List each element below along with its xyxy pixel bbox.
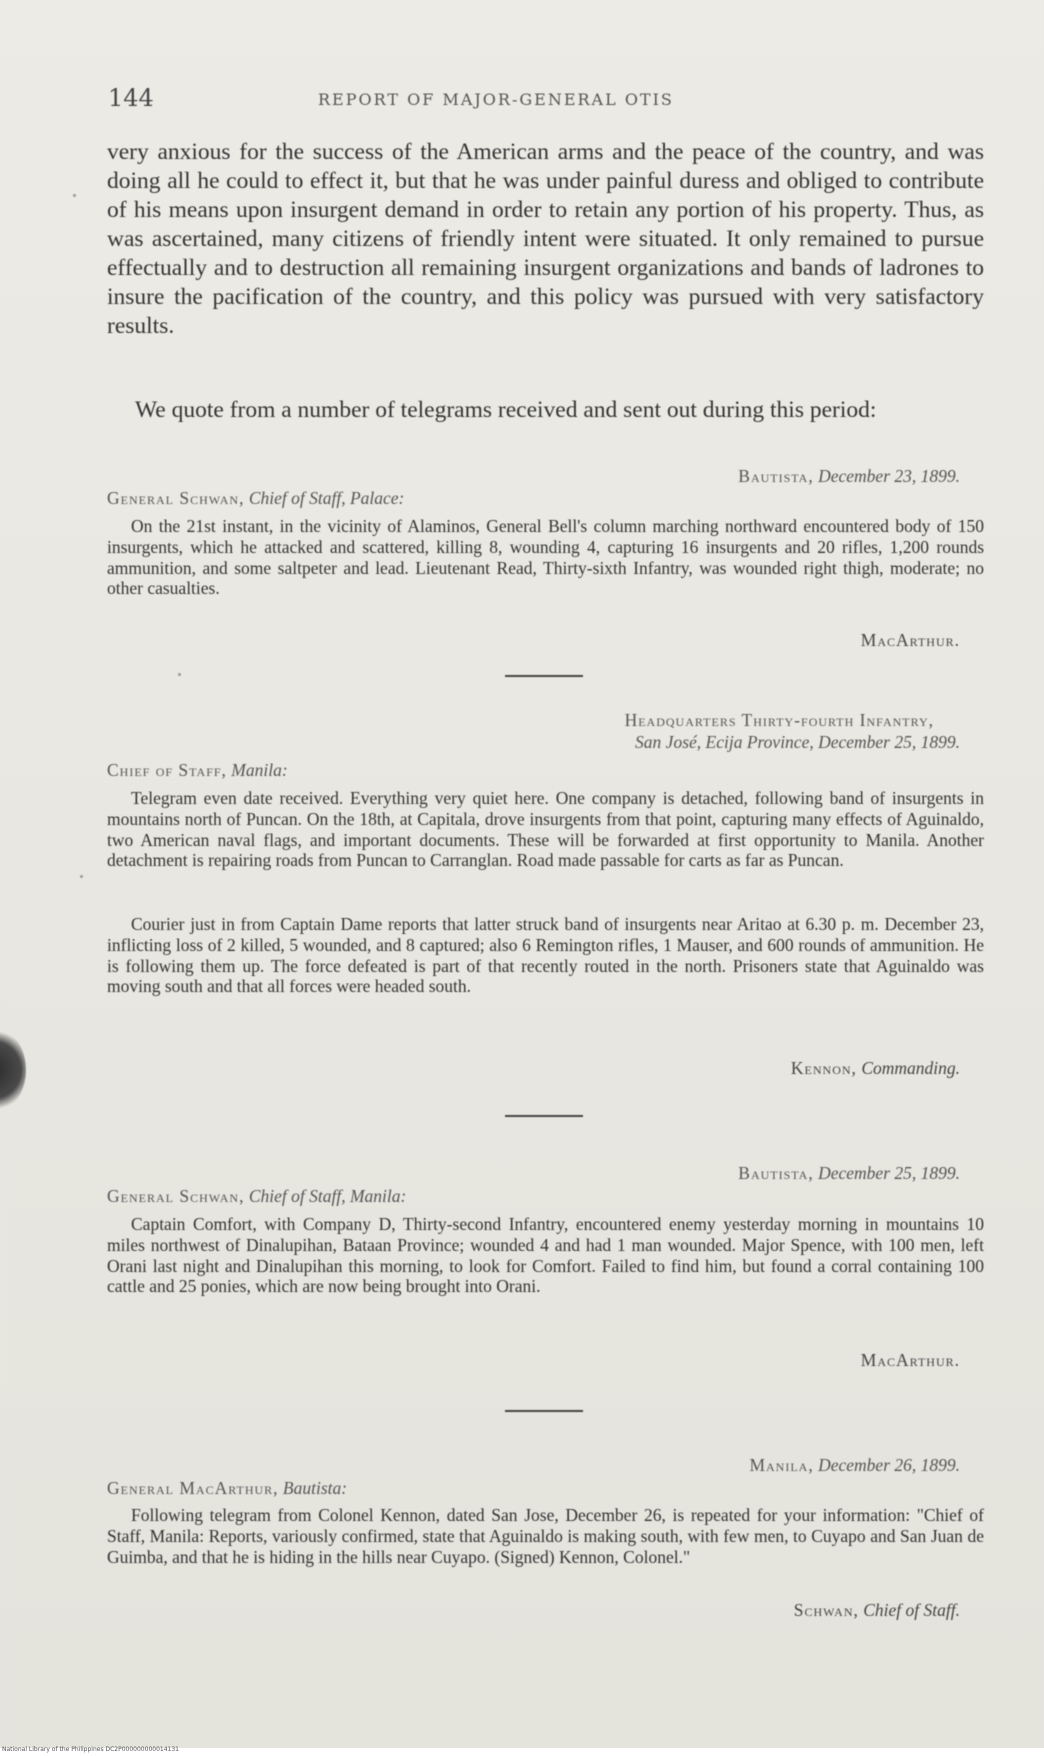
scan-credit: National Library of the Philippines DC2P000000000014131 — [2, 1746, 179, 1753]
telegram-2-addressee: Chief of Staff, Manila: — [107, 760, 288, 780]
telegram-1-signature: MacArthur. — [860, 630, 960, 650]
section-divider — [505, 675, 583, 677]
body-paragraph-2: We quote from a number of telegrams received and sent out during this period: — [135, 397, 877, 423]
telegram-1-addressee: General Schwan, Chief of Staff, Palace: — [107, 488, 405, 508]
telegram-1-body: On the 21st instant, in the vicinity of Alaminos, General Bell's column marching northward encountered body of 150 insurgents, which he attacked and scattered, killing 8, wounding 4, capturing 16 insurgents and 20 rifles, 1,200 rounds ammunition, and some saltpeter and lead. Lieutenant Read, Thirty-sixth Infantry, was wounded right thigh, moderate; no other casualties. — [107, 516, 984, 599]
running-title: REPORT OF MAJOR-GENERAL OTIS — [318, 90, 674, 109]
telegram-2-dateline-line1: Headquarters Thirty-fourth Infantry, — [624, 710, 934, 730]
telegram-2-body-1: Telegram even date received. Everything very quiet here. One company is detached, following band of insurgents in mountains north of Puncan. On the 18th, at Capitala, drove insurgents from that point, capturing many effects of Aguinaldo, two American naval flags, and important documents. These will be forwarded at first opportunity to Manila. Another detachment is repairing roads from Puncan to Carranglan. Road made passable for carts as far as Puncan. — [107, 788, 984, 871]
telegram-2-body-2: Courier just in from Captain Dame reports that latter struck band of insurgents near Aritao at 6.30 p. m. December 23, inflicting loss of 2 killed, 5 wounded, and 8 captured; also 6 Remington rifles, 1 Mauser, and 600 rounds of ammunition. He is following them up. The force defeated is part of that recently routed in the north. Prisoners state that Aguinaldo was moving south and that all forces were headed south. — [107, 914, 984, 997]
telegram-2-signature: Kennon, Commanding. — [790, 1058, 960, 1078]
telegram-4-addressee: General MacArthur, Bautista: — [107, 1478, 348, 1498]
scan-speck — [73, 194, 76, 197]
scan-speck — [178, 673, 181, 676]
page-number: 144 — [108, 84, 154, 112]
telegram-4-dateline: Manila, December 26, 1899. — [749, 1455, 960, 1475]
telegram-4-signature: Schwan, Chief of Staff. — [793, 1600, 960, 1620]
scan-blot — [0, 1030, 26, 1110]
section-divider — [505, 1410, 583, 1412]
telegram-3-dateline: Bautista, December 25, 1899. — [738, 1163, 960, 1183]
telegram-4-body: Following telegram from Colonel Kennon, dated San Jose, December 26, is repeated for your information: "Chief of Staff, Manila: Reports, variously confirmed, state that Aguinaldo is making south, with few men, to Cuyapo and San Juan de Guimba, and that he is hiding in the hills near Cuyapo. (Signed) Kennon, Colonel." — [107, 1505, 984, 1567]
telegram-3-body: Captain Comfort, with Company D, Thirty-second Infantry, encountered enemy yesterday morning in mountains 10 miles northwest of Dinalupihan, Bataan Province; wounded 4 and had 1 man wounded. Major Spence, with 100 men, left Orani last night and Dinalupihan this morning, to look for Comfort. Failed to find him, but found a corral containing 100 cattle and 25 ponies, which are now being brought into Orani. — [107, 1214, 984, 1297]
telegram-3-signature: MacArthur. — [860, 1350, 960, 1370]
body-paragraph-1: very anxious for the success of the American arms and the peace of the country, and was doing all he could to effect it, but that he was under painful duress and obliged to contribute of his means upon insurgent demand in order to retain any portion of his property. Thus, as was ascertained, many citizens of friendly intent were situated. It only remained to pursue effectually and to destruction all remaining insurgent organizations and bands of ladrones to insure the pacification of the country, and this policy was pursued with very satisfactory results. — [107, 139, 984, 339]
telegram-2-dateline-line2: San José, Ecija Province, December 25, 1899. — [635, 732, 960, 752]
scan-speck — [80, 875, 83, 878]
telegram-1-dateline: Bautista, December 23, 1899. — [738, 466, 960, 486]
section-divider — [505, 1115, 583, 1117]
telegram-3-addressee: General Schwan, Chief of Staff, Manila: — [107, 1186, 407, 1206]
